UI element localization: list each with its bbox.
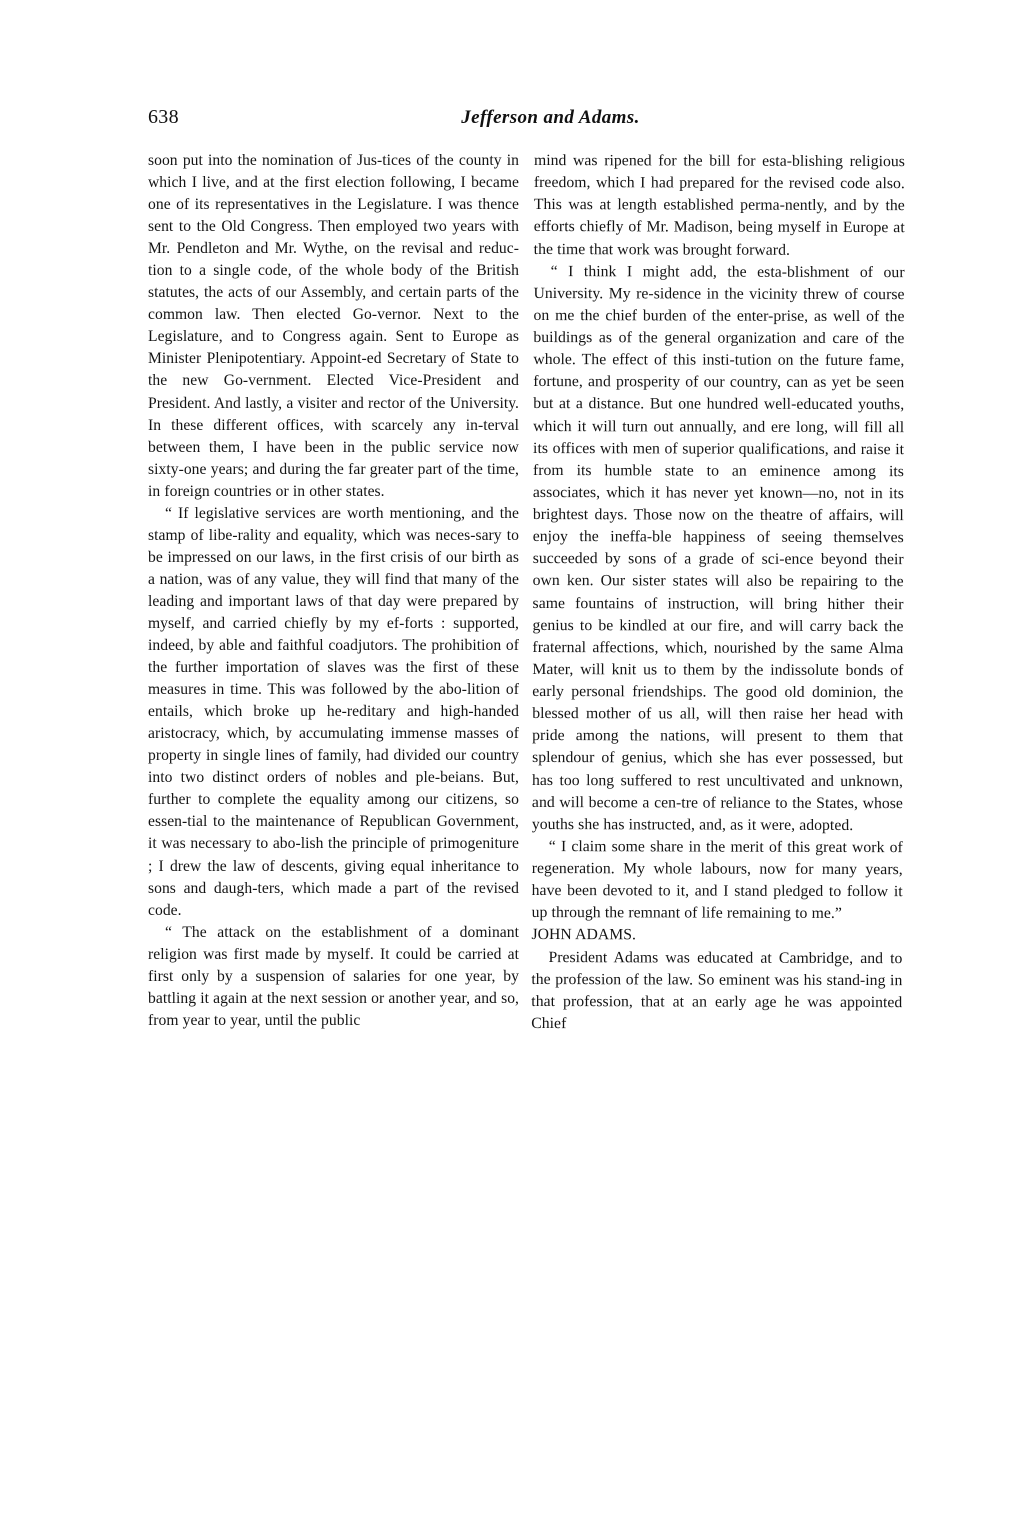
running-head xyxy=(148,104,905,134)
section-heading-john-adams: JOHN ADAMS. xyxy=(531,926,637,944)
paragraph: “ I claim some share in the merit of this great work of regeneration. My whole labours, now for many years, have been devoted to it, and I stand pledged to follow it up through the remnant of life remaining to me.” xyxy=(531,837,903,923)
running-title: Jefferson and Adams. xyxy=(461,107,640,128)
two-column-body xyxy=(148,150,905,1035)
column-right xyxy=(531,150,905,1036)
paragraph: soon put into the nomination of Jus-tices of the county in which I live, and at the first election following, I became one of its representatives in the Legislature. I was thence sent to the Old Congress. Then employed two years with Mr. Pendleton and Mr. Wythe, on the revisal and reduc-tion to a single code, of the whole body of the British statutes, the acts of our Assembly, and certain parts of the common law. Then elected Go-vernor. Next to the Legislature, and to Congress again. Sent to Europe as Minister Plenipotentiary. Appoint-ed Secretary of State to the new Go-vernment. Elected Vice-President and President. And lastly, a visiter and rector of the University. In these different offices, with scarcely any in-terval between them, I have been in the public service now sixty-one years; and during the far greater part of the time, in foreign countries or in other states. xyxy=(148,152,519,500)
paragraph: “ I think I might add, the esta-blishment of our University. My re-sidence in the vicinity threw of course on me the chief burden of the enter-prise, as well of the buildings as of the general organization and care of the whole. The effect of this insti-tution on the future fame, fortune, and prosperity of our country, can as yet be seen but at a distance. But one hundred well-educated youths, which it will turn out annually, and ere long, will fill all its offices with men of superior qualifications, and raise it from its humble state to an eminence among its associates, which it has never yet known—no, not in its brightest days. Those now on the theatre of affairs, will enjoy the ineffa-ble happiness of seeing themselves succeeded by sons of a grade of sci-ence beyond their own ken. Our sister states will also be repairing to the same fountains of instruction, will bring hither their genius to be kindled at our fire, and will carry back the fraternal affections, which, nourished by the same Alma Mater, will knit us to them by the indissolute bonds of early personal friendships. The good old dominion, the blessed mother of us all, will then raise her head with pride among the nations, will present to them that splendour of genius, which she has ever possessed, but has too long suffered to rest uncultivated and unknown, and will become a cen-tre of reliance to the States, whose youths she has instructed, and, as it were, adopted. xyxy=(531,262,905,834)
column-left xyxy=(148,150,519,1035)
paragraph: “ The attack on the establishment of a dominant religion was first made by myself. It could be carried at first only by a suspension of salaries for one year, by battling it again at the next session or another year, and so, from year to year, until the public xyxy=(148,923,519,1029)
page-number: 638 xyxy=(148,106,179,128)
paragraph: President Adams was educated at Cambridge, and to the profession of the law. So eminent was his stand-ing in that profession, that at an early age he was appointed Chief xyxy=(531,948,903,1032)
paragraph: mind was ripened for the bill for esta-blishing religious freedom, which I had prepared for the revised code also. This was at length established perma-nently, and by the efforts chiefly of Mr. Madison, being myself in Europe at the time that work was brought forward. xyxy=(533,151,905,259)
paragraph: “ If legislative services are worth mentioning, and the stamp of libe-rality and equality, which was neces-sary to be impressed on our laws, in the first crisis of our birth as a nation, was of any value, they will find that many of the leading and important laws of that day were prepared by myself, and carried chiefly by my ef-forts : supported, indeed, by able and faithful coadjutors. The prohibition of the further importation of slaves was the first of these measures in time. This was followed by the abo-lition of entails, which broke up he-reditary and high-handed aristocracy, which, by accumulating immense masses of property in single lines of family, had divided our country into two distinct orders of nobles and ple-beians. But, further to complete the equality among our citizens, so essen-tial to the maintenance of Republican Government, it was necessary to abo-lish the principle of primogeniture ; I drew the law of descents, giving equal inheritance to sons and daugh-ters, which made a part of the revised code. xyxy=(148,504,519,919)
